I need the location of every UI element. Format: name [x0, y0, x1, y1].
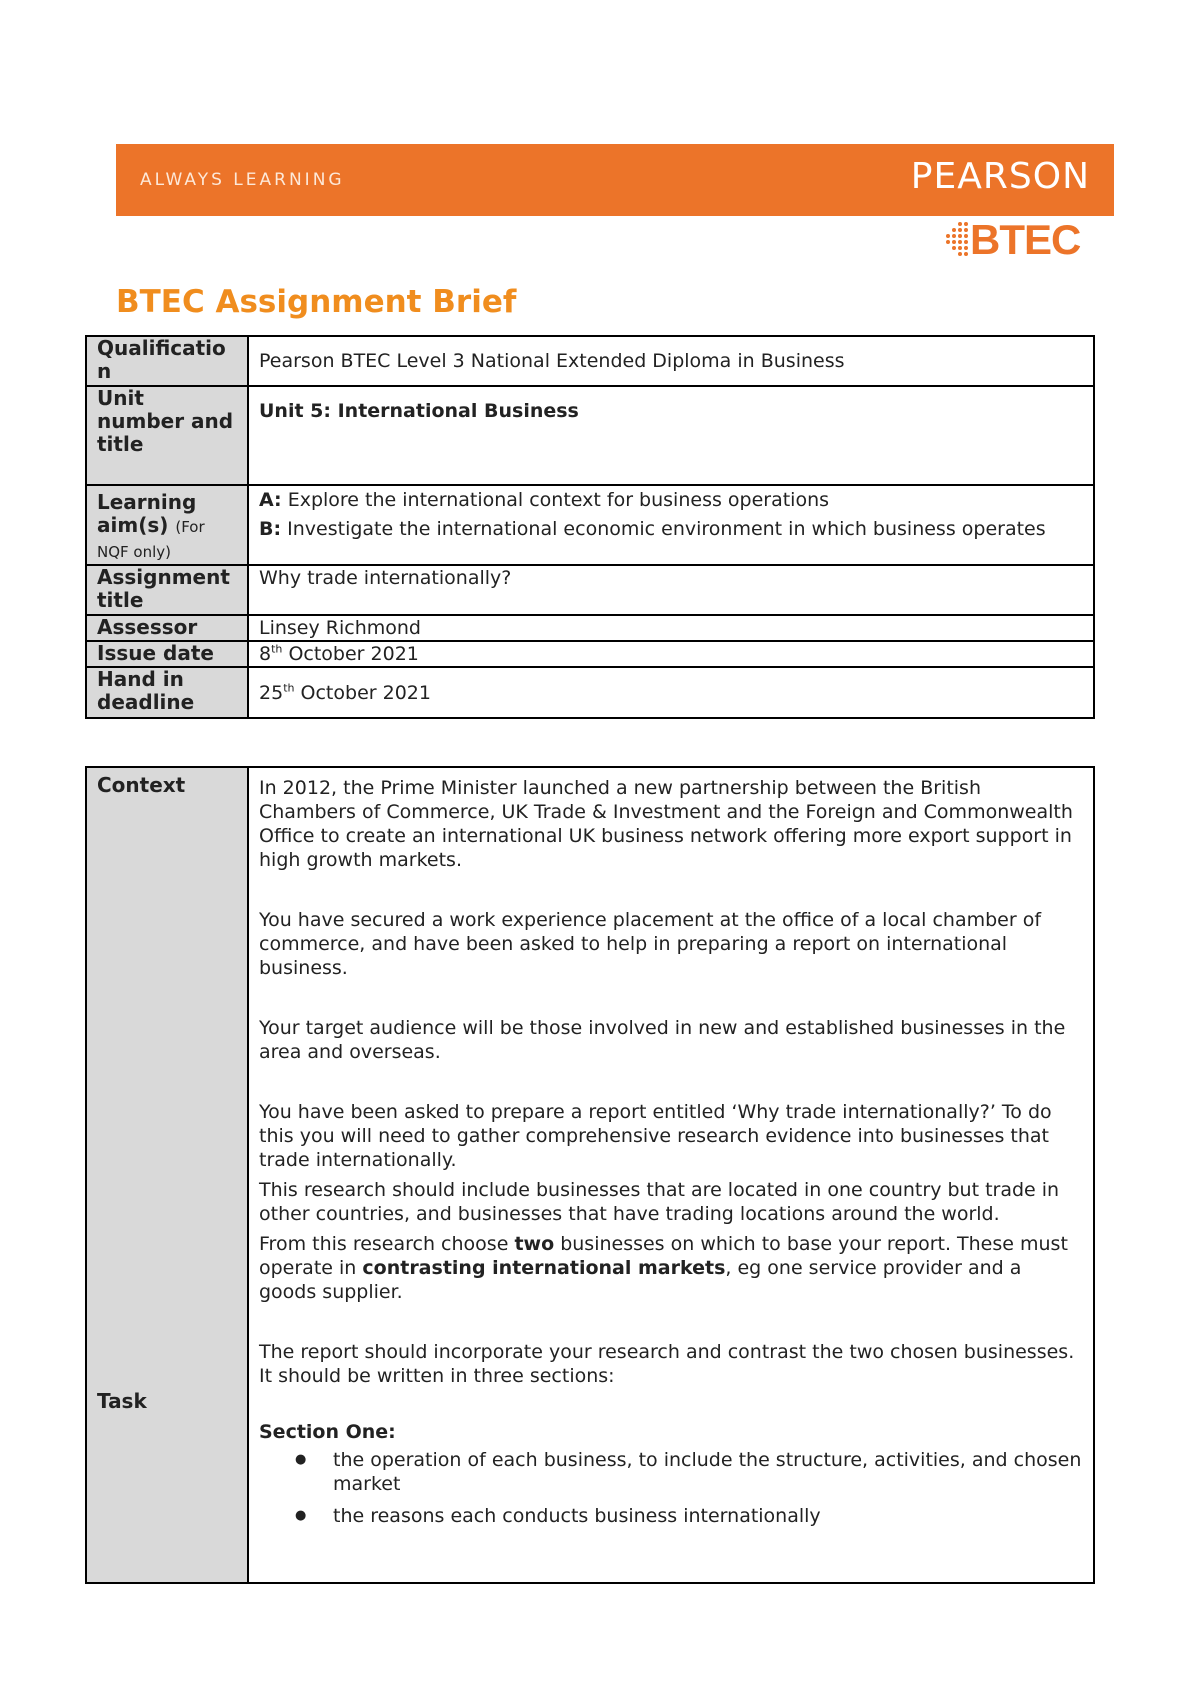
deadline-label: Hand in deadline: [86, 667, 248, 718]
task-paragraph: This research should include businesses that are located in one country but trade in other countries, and businesses that have trading locations around the world.: [259, 1179, 1060, 1225]
table-row: [86, 667, 1094, 718]
table-row: [86, 485, 1094, 565]
btec-wordmark: BTEC: [970, 216, 1081, 263]
page-title: BTEC Assignment Brief: [116, 284, 517, 320]
learning-aims-note: (For NQF only): [97, 518, 205, 561]
learning-aims-value: [248, 485, 1094, 565]
qualification-value: Pearson BTEC Level 3 National Extended Diploma in Business: [248, 336, 1094, 386]
task-paragraph: [259, 1232, 1083, 1304]
deadline-day-suffix: th: [283, 681, 295, 695]
list-item: ● the reasons each conducts business internationally: [333, 1504, 1083, 1528]
aim-a-key: A:: [259, 489, 282, 511]
learning-aims-label: [86, 485, 248, 565]
task-text: businesses on which to base your report. These must operate in: [259, 1233, 1068, 1279]
issue-day: 8: [259, 643, 272, 665]
assignment-info-table: [85, 335, 1095, 719]
assessor-value: Linsey Richmond: [248, 615, 1094, 641]
task-text: From this research choose: [259, 1233, 509, 1255]
aim-a-text: Explore the international context for business operations: [287, 489, 830, 511]
task-label: Task: [97, 1389, 147, 1413]
task-emphasis: contrasting international markets: [362, 1257, 726, 1279]
table-row: [86, 641, 1094, 667]
context-paragraph: You have secured a work experience placement at the office of a local chamber of commerce, and have been asked to help in preparing a report on international business.: [259, 909, 1042, 979]
deadline-month-year: October 2021: [300, 681, 431, 704]
context-task-table: [85, 766, 1095, 1584]
table-row: [86, 767, 1094, 1583]
task-text: , eg one service provider and a goods supplier.: [259, 1257, 1022, 1303]
context-task-labels: [86, 767, 248, 1583]
context-paragraph: In 2012, the Prime Minister launched a new partnership between the British Chambers of Commerce, UK Trade & Investment and the Foreign and Commonwealth Office to create an international UK business network offering more export support in high growth markets.: [259, 777, 1073, 871]
context-label: Context: [97, 773, 186, 797]
aim-b-key: B:: [259, 518, 282, 540]
btec-logo: [946, 218, 1096, 264]
task-paragraph: You have been asked to prepare a report entitled ‘Why trade internationally?’ To do this you will need to gather comprehensive research evidence into businesses that trade internationally.: [259, 1101, 1052, 1171]
issue-month-year: October 2021: [288, 643, 419, 665]
assignment-title-label: Assignment title: [86, 565, 248, 615]
section-one-list: [259, 1448, 1083, 1528]
table-row: [86, 386, 1094, 485]
deadline-day: 25: [259, 681, 284, 704]
issue-date-label: Issue date: [86, 641, 248, 667]
unit-label: Unit number and title: [86, 386, 248, 485]
list-item: ● the operation of each business, to include the structure, activities, and chosen market: [333, 1448, 1083, 1496]
pearson-logo: PEARSON: [910, 156, 1090, 197]
issue-day-suffix: th: [271, 642, 283, 656]
table-row: [86, 565, 1094, 615]
task-paragraph: The report should incorporate your research and contrast the two chosen businesses. It should be written in three sections:: [259, 1341, 1075, 1387]
aim-b-text: Investigate the international economic environment in which business operates: [287, 518, 1046, 540]
qualification-label: Qualificatio n: [86, 336, 248, 386]
table-row: [86, 615, 1094, 641]
deadline-value: [248, 667, 1094, 718]
context-paragraph: Your target audience will be those involved in new and established businesses in the area and overseas.: [259, 1017, 1066, 1063]
task-emphasis: two: [514, 1233, 555, 1255]
table-row: [86, 336, 1094, 386]
pearson-banner: [116, 144, 1114, 216]
banner-tagline: ALWAYS LEARNING: [140, 170, 345, 190]
context-task-content: [248, 767, 1094, 1583]
assessor-label: Assessor: [86, 615, 248, 641]
assignment-title-value: Why trade internationally?: [248, 565, 1094, 615]
section-one-heading: Section One:: [259, 1421, 396, 1443]
btec-dots-icon: [946, 222, 970, 260]
issue-date-value: [248, 641, 1094, 667]
unit-value: Unit 5: International Business: [248, 386, 1094, 485]
learning-aims-label-text: Learning aim(s): [97, 490, 197, 537]
